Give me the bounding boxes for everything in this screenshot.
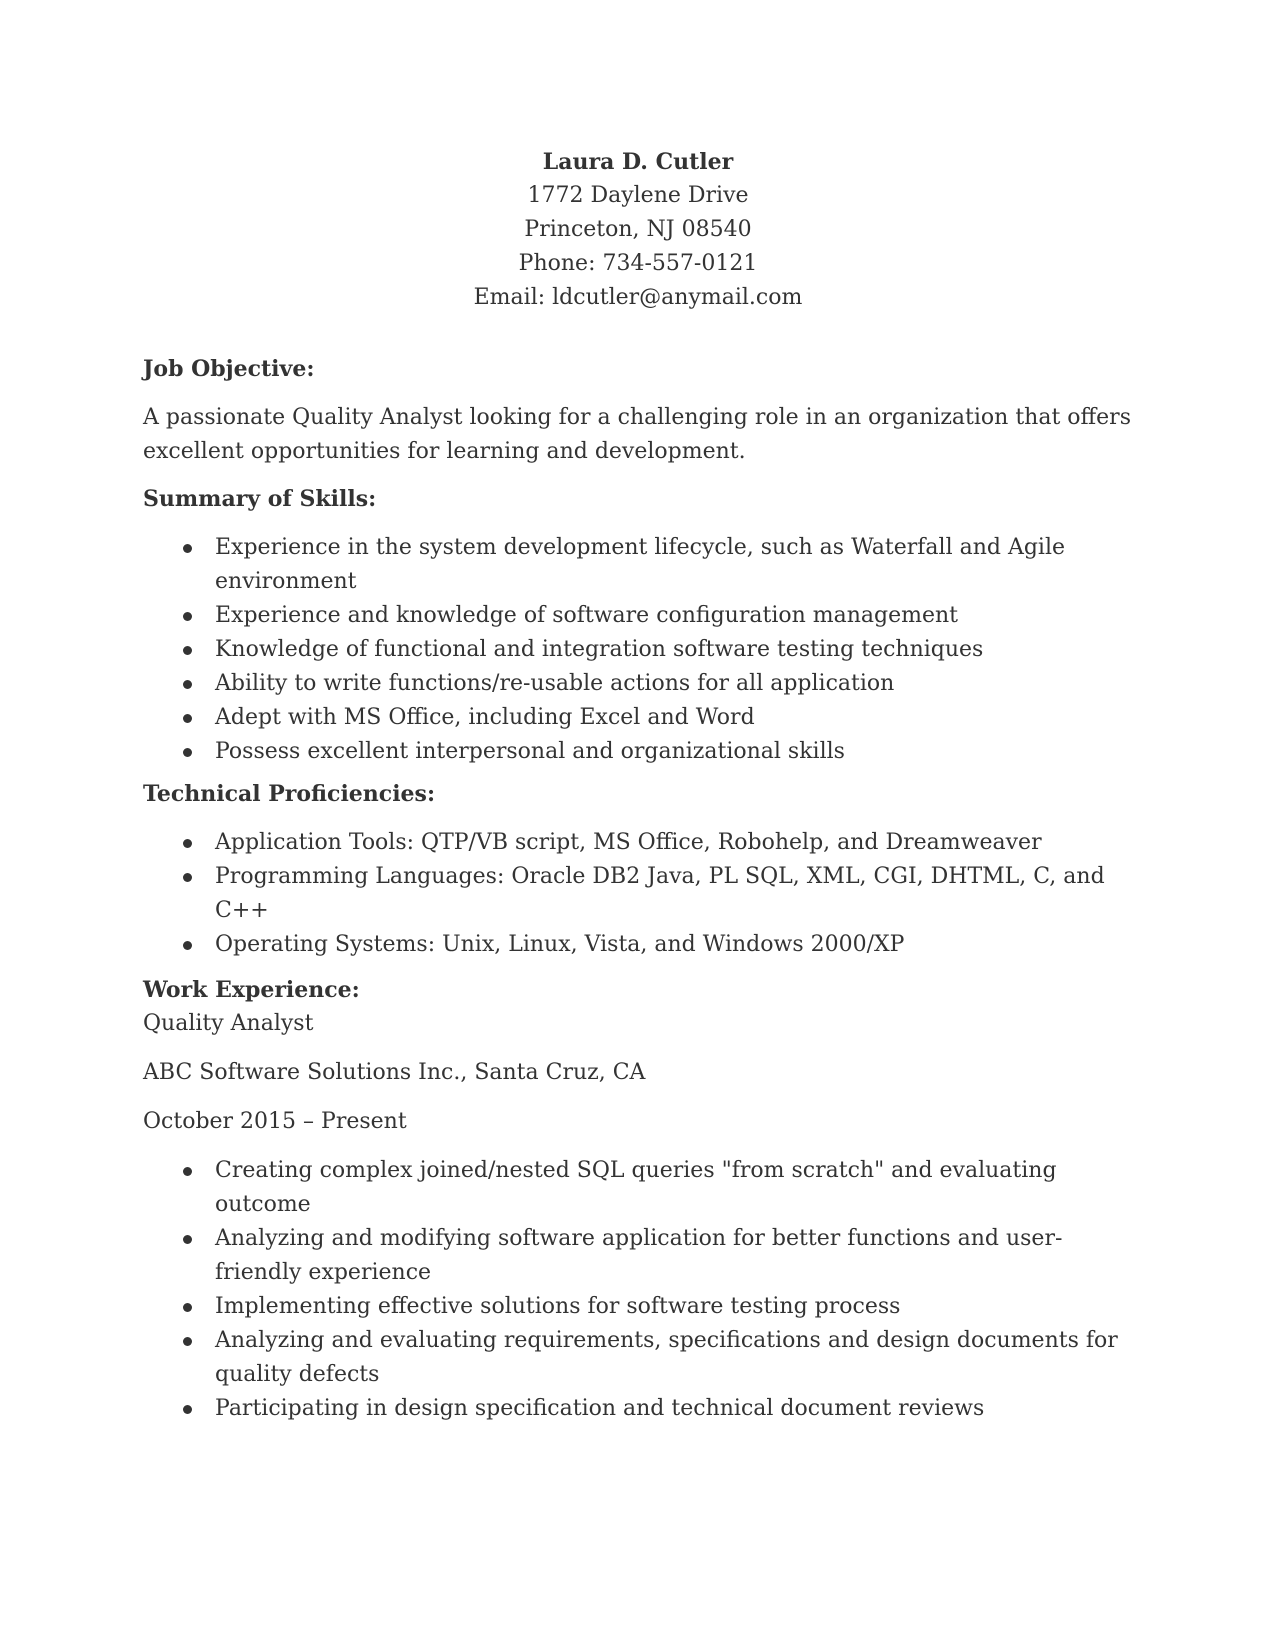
list-item: Possess excellent interpersonal and organizational skills — [143, 735, 1133, 769]
technical-section — [143, 777, 1133, 962]
list-item: Experience in the system development lifecycle, such as Waterfall and Agile environment — [143, 531, 1133, 599]
list-item: Operating Systems: Unix, Linux, Vista, and Windows 2000/XP — [143, 928, 1133, 962]
address-line-2: Princeton, NJ 08540 — [524, 217, 752, 242]
work-heading: Work Experience: — [143, 977, 360, 1003]
list-item: Adept with MS Office, including Excel and Word — [143, 701, 1133, 735]
technical-heading: Technical Proficiencies: — [143, 781, 436, 807]
list-item: Creating complex joined/nested SQL queries "from scratch" and evaluating outcome — [143, 1154, 1133, 1222]
skills-section — [143, 482, 1133, 769]
work-duties-list — [143, 1154, 1133, 1426]
skills-heading: Summary of Skills: — [143, 486, 377, 512]
phone-number: Phone: 734-557-0121 — [518, 251, 758, 276]
list-item: Analyzing and evaluating requirements, specifications and design documents for quality defects — [143, 1324, 1133, 1392]
list-item: Implementing effective solutions for software testing process — [143, 1290, 1133, 1324]
list-item: Knowledge of functional and integration software testing techniques — [143, 633, 1133, 667]
list-item: Experience and knowledge of software configuration management — [143, 599, 1133, 633]
list-item: Participating in design specification and technical document reviews — [143, 1392, 1133, 1426]
skills-list — [143, 531, 1133, 769]
candidate-name: Laura D. Cutler — [542, 149, 734, 175]
list-item: Ability to write functions/re-usable actions for all application — [143, 667, 1133, 701]
employment-dates: October 2015 – Present — [143, 1109, 407, 1134]
objective-section — [143, 352, 1133, 469]
list-item: Application Tools: QTP/VB script, MS Office, Robohelp, and Dreamweaver — [143, 826, 1133, 860]
technical-list — [143, 826, 1133, 962]
contact-header — [143, 145, 1133, 315]
email-address: Email: ldcutler@anymail.com — [473, 285, 803, 310]
list-item: Programming Languages: Oracle DB2 Java, PL SQL, XML, CGI, DHTML, C, and C++ — [143, 860, 1133, 928]
work-section — [143, 973, 1133, 1426]
job-title: Quality Analyst — [143, 1011, 314, 1036]
address-line-1: 1772 Daylene Drive — [527, 183, 749, 208]
company-name: ABC Software Solutions Inc., Santa Cruz, CA — [143, 1060, 646, 1085]
objective-heading: Job Objective: — [143, 356, 315, 382]
list-item: Analyzing and modifying software application for better functions and user-friendly experience — [143, 1222, 1133, 1290]
objective-text: A passionate Quality Analyst looking for a challenging role in an organization that offers excellent opportunities for learning and development. — [143, 405, 1131, 464]
